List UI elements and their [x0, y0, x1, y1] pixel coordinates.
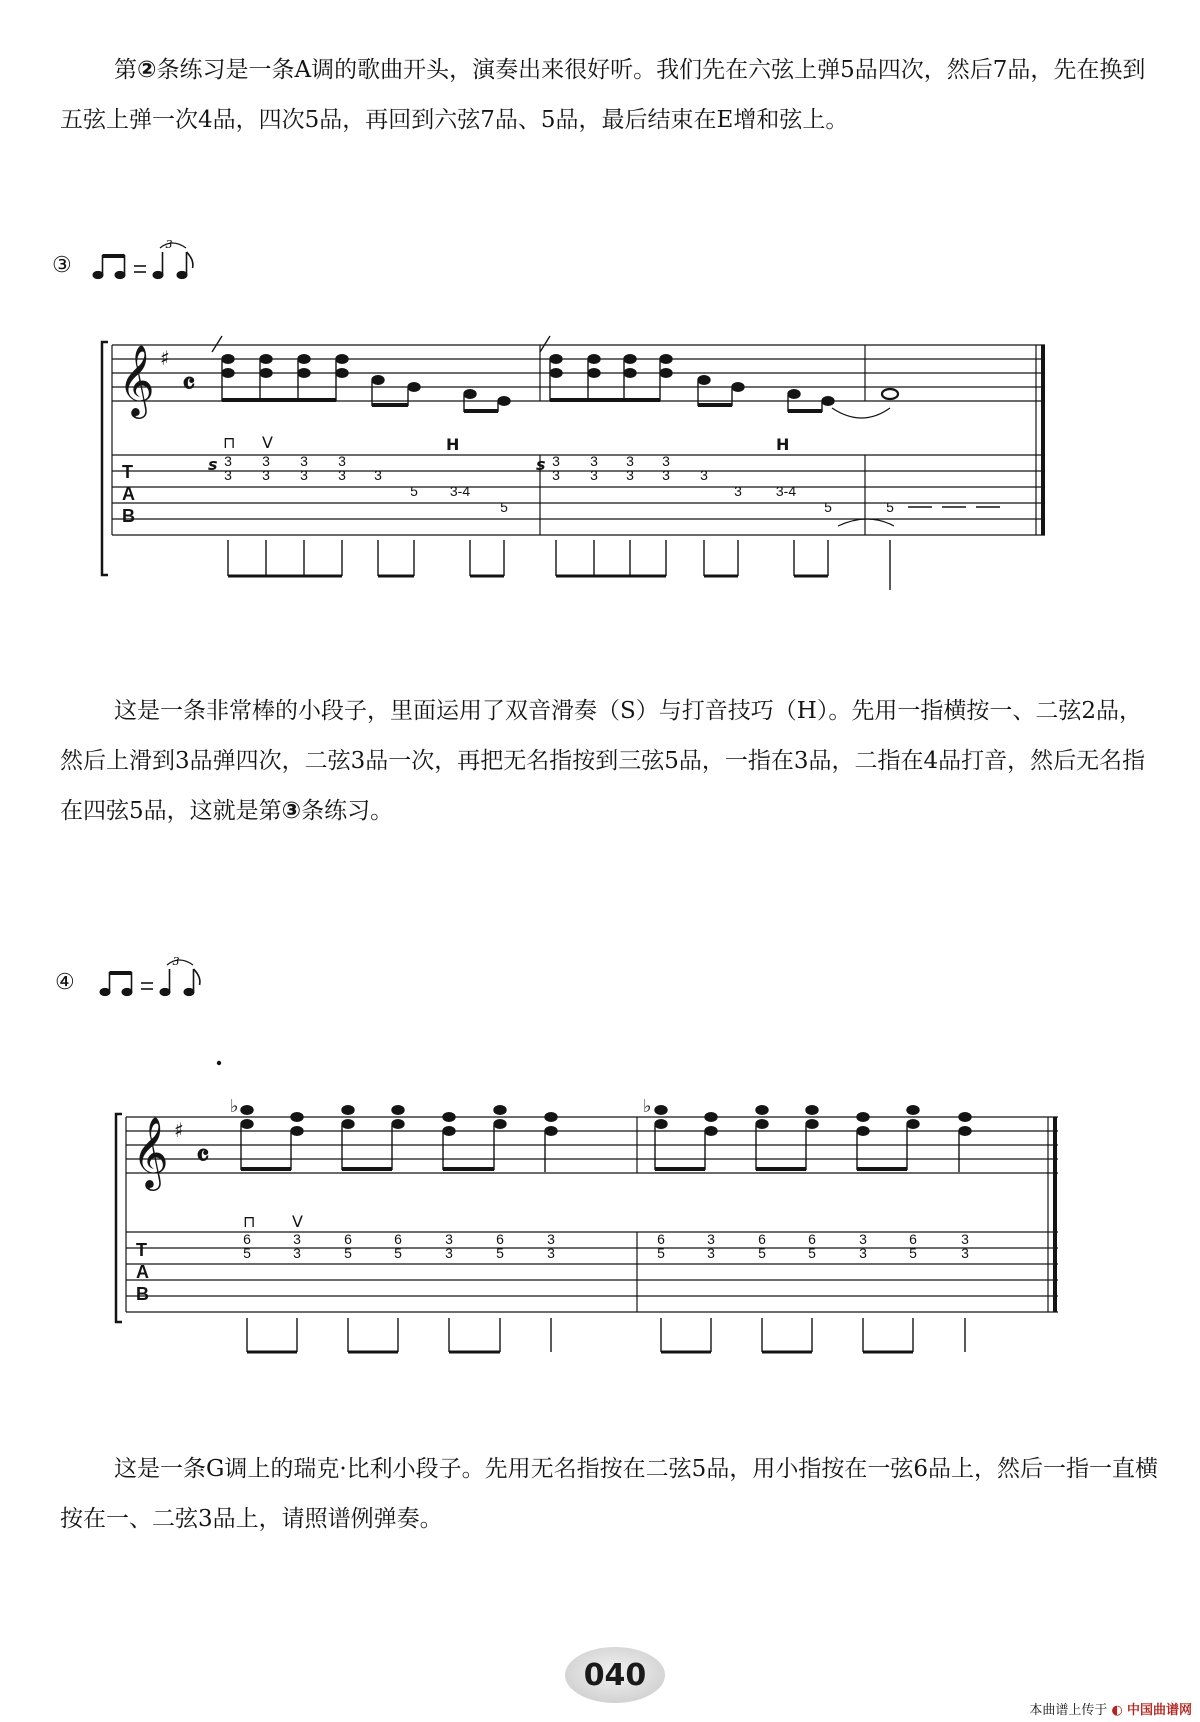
hammer-mark: H: [446, 435, 460, 454]
tab-letter-b-2: B: [136, 1284, 149, 1304]
tab-m1-4-bot: 3: [338, 467, 346, 483]
intro-text-after: 条练习是一条A调的歌曲开头，演奏出来很好听。我们先在六弦上弹5品四次，然后7品，先在换到五弦上弹一次4品，四次5品，再回到六弦7品、5品，最后结束在E增和弦上。: [60, 57, 1146, 133]
tab-m2-1-top: 3: [552, 453, 560, 469]
tab4-m2-2-top: 3: [707, 1231, 715, 1247]
tab4-m1-1-bot: 5: [243, 1245, 251, 1261]
tab-m2-6: 3: [734, 483, 742, 499]
treble-clef-icon: 𝄞: [118, 343, 155, 416]
tab4-m2-7-bot: 3: [961, 1245, 969, 1261]
paragraph4-text: 这是一条G调上的瑞克·比利小段子。先用无名指按在二弦5品，用小指按在一弦6品上，然后一指一直横按在一、二弦3品上，请照谱例弹奏。: [60, 1456, 1158, 1532]
tab4-m2-5-bot: 3: [859, 1245, 867, 1261]
tab4-m2-6-bot: 5: [909, 1245, 917, 1261]
tab-m2-8: 5: [824, 499, 832, 515]
sharp-key-icon-2: ♯: [174, 1118, 184, 1142]
footer-credit: [1029, 1699, 1192, 1718]
tab-m2-7: 3-4: [775, 483, 797, 499]
tab4-m2-7-top: 3: [961, 1231, 969, 1247]
tab-m2-5: 3: [700, 467, 708, 483]
tab4-m1-7-bot: 3: [547, 1245, 555, 1261]
up-stroke-icon-2: V: [292, 1212, 303, 1231]
tab-letter-a-2: A: [136, 1262, 149, 1282]
paragraph3-text-after: 条练习。: [301, 798, 394, 824]
footer-prefix: 本曲谱上传于: [1029, 1703, 1108, 1718]
tab4-m1-4-bot: 5: [394, 1245, 402, 1261]
tab-m2-1-bot: 3: [552, 467, 560, 483]
example3-triplet-label: 3: [165, 238, 173, 251]
tab-m2-2-bot: 3: [590, 467, 598, 483]
example4-number: ④: [55, 970, 75, 995]
paragraph3-text-before: 这是一条非常棒的小段子，里面运用了双音滑奏（S）与打音技巧（H）。先用一指横按一、二弦2品，然后上滑到3品弹四次，二弦3品一次，再把无名指按到三弦5品，一指在3品，二指在4品打音，然后无名指在四弦5品，这就是第: [60, 698, 1146, 824]
page-number-badge: [560, 1643, 670, 1705]
tab-letter-t: T: [122, 462, 133, 482]
treble-clef-icon-2: 𝄞: [132, 1115, 169, 1188]
tab-m2-3-bot: 3: [626, 467, 634, 483]
example4-tempo-equals: =: [146, 960, 147, 961]
tab4-m1-6-top: 6: [496, 1231, 504, 1247]
tab4-m2-6-top: 6: [909, 1231, 917, 1247]
tab-m1-8: 5: [500, 499, 508, 515]
tab4-m2-5-top: 3: [859, 1231, 867, 1247]
tab4-m2-1-top: 6: [657, 1231, 665, 1247]
tab4-m2-3-bot: 5: [758, 1245, 766, 1261]
down-stroke-icon-2: ⊓: [243, 1212, 256, 1231]
tab-m2-2-top: 3: [590, 453, 598, 469]
tab-m1-2-top: 3: [262, 453, 270, 469]
tab4-m1-1-top: 6: [243, 1231, 251, 1247]
tab-m1-3-bot: 3: [300, 467, 308, 483]
circled-number-2: ②: [137, 57, 157, 83]
tab4-m1-4-top: 6: [394, 1231, 402, 1247]
example4-triplet-label: 3: [172, 955, 180, 968]
footer-brand: 中国曲谱网: [1126, 1703, 1192, 1718]
intro-text-before: 第: [114, 57, 137, 83]
tab-letter-t-2: T: [136, 1240, 147, 1260]
tab-m1-5: 3: [374, 467, 382, 483]
footer-logo-icon: ◐: [1111, 1703, 1123, 1718]
tab4-m2-2-bot: 3: [707, 1245, 715, 1261]
tab4-m1-3-top: 6: [344, 1231, 352, 1247]
tab-m1-7: 3-4: [449, 483, 471, 499]
circled-number-3: ③: [281, 798, 302, 824]
tab4-m1-3-bot: 5: [344, 1245, 352, 1261]
tab4-m2-3-top: 6: [758, 1231, 766, 1247]
tab-m1-3-top: 3: [300, 453, 308, 469]
tab-m2-3-top: 3: [626, 453, 634, 469]
paragraph-4: [60, 1444, 1160, 1544]
flat-accidental-icon: ♭: [230, 1096, 239, 1117]
hammer-mark-2: H: [776, 435, 790, 454]
tab-m1-1-bot: 3: [224, 467, 232, 483]
sharp-key-icon: ♯: [160, 346, 170, 370]
example3-number: ③: [52, 253, 72, 278]
tab-m1-4-top: 3: [338, 453, 346, 469]
tab4-m1-2-bot: 3: [293, 1245, 301, 1261]
tab-m2-4-top: 3: [662, 453, 670, 469]
down-stroke-icon: ⊓: [223, 433, 236, 452]
slide-mark: s: [208, 455, 218, 474]
tab4-m2-1-bot: 5: [657, 1245, 665, 1261]
tab4-m1-2-top: 3: [293, 1231, 301, 1247]
tab4-m2-4-top: 6: [808, 1231, 816, 1247]
up-stroke-icon: V: [262, 433, 273, 452]
tab-m1-2-bot: 3: [262, 467, 270, 483]
slide-mark-2: s: [536, 455, 546, 474]
tab-m3-1: 5: [886, 499, 894, 515]
tab-letter-a: A: [122, 484, 135, 504]
tab4-m1-5-top: 3: [445, 1231, 453, 1247]
common-time-icon-2: 𝄴: [196, 1140, 210, 1173]
page-number: 040: [583, 1658, 647, 1693]
tab-letter-b: B: [122, 506, 135, 526]
tab4-m2-4-bot: 5: [808, 1245, 816, 1261]
tab-m1-1-top: 3: [224, 453, 232, 469]
tab4-m1-5-bot: 3: [445, 1245, 453, 1261]
flat-accidental-icon-2: ♭: [643, 1096, 652, 1117]
tab4-m1-7-top: 3: [547, 1231, 555, 1247]
common-time-icon: 𝄴: [182, 368, 196, 401]
example3-tempo-equals: =: [140, 240, 141, 241]
tab-m2-4-bot: 3: [662, 467, 670, 483]
tab4-m1-6-bot: 5: [496, 1245, 504, 1261]
tab-m1-6: 5: [410, 483, 418, 499]
